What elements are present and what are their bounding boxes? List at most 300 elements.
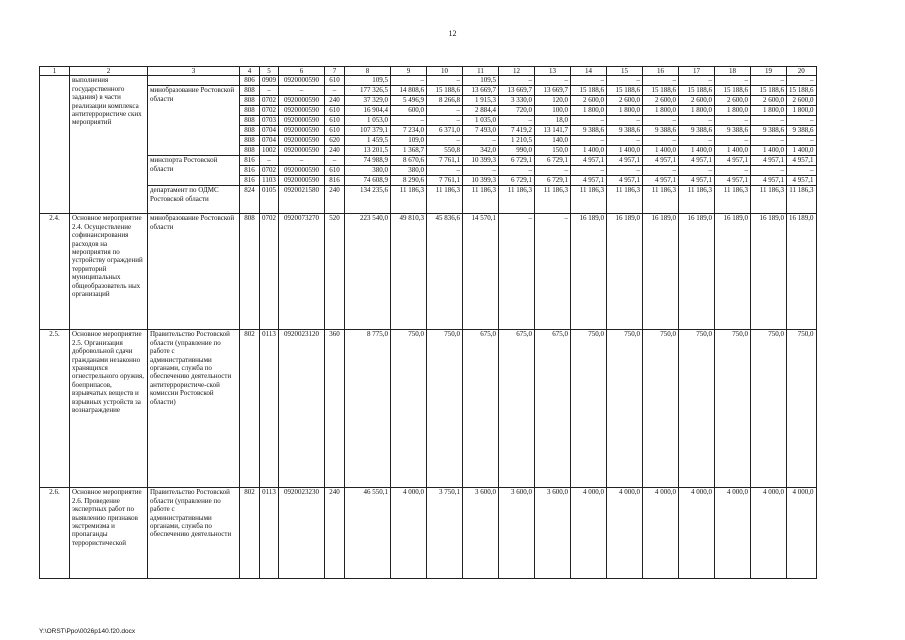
value-cell: – xyxy=(751,136,787,146)
value-cell: 11 186,3 xyxy=(787,186,817,214)
value-cell: 109,5 xyxy=(345,76,391,86)
value-cell: 9 388,6 xyxy=(643,126,679,136)
value-cell: 7 761,1 xyxy=(427,176,463,186)
value-cell: 240 xyxy=(325,96,345,106)
value-cell: 6 729,1 xyxy=(499,156,535,166)
value-cell: 0920000590 xyxy=(279,96,325,106)
value-cell: 9 388,6 xyxy=(607,126,643,136)
value-cell: 10 399,3 xyxy=(463,176,499,186)
value-cell: – xyxy=(643,76,679,86)
value-cell: – xyxy=(325,86,345,96)
value-cell: 11 186,3 xyxy=(751,186,787,214)
value-cell: – xyxy=(679,136,715,146)
value-cell: 7 234,0 xyxy=(391,126,427,136)
value-cell: 11 186,3 xyxy=(679,186,715,214)
value-cell: 0105 xyxy=(260,186,279,214)
value-cell: 7 419,2 xyxy=(499,126,535,136)
column-header: 17 xyxy=(679,67,715,76)
value-cell: 13 141,7 xyxy=(535,126,571,136)
value-cell: 16 189,0 xyxy=(787,214,817,330)
value-cell: – xyxy=(787,76,817,86)
value-cell: 2 600,0 xyxy=(679,96,715,106)
value-cell: 3 600,0 xyxy=(535,488,571,579)
value-cell: 11 186,3 xyxy=(715,186,751,214)
footer-path: Y:\ORST\Ppo\0026p140.f20.docx xyxy=(39,628,136,635)
value-cell: 4 957,1 xyxy=(571,176,607,186)
table-row xyxy=(40,330,817,488)
value-cell: 15 188,6 xyxy=(643,86,679,96)
value-cell: 4 957,1 xyxy=(751,176,787,186)
event-name: Основное мероприятие 2.4. Осуществление софинансирования расходов на мероприятия по устройству ограждений территорий муниципальных общеобразователь ных организаций xyxy=(70,214,148,330)
column-header: 14 xyxy=(571,67,607,76)
value-cell: 600,0 xyxy=(391,106,427,116)
value-cell: 13 669,7 xyxy=(463,86,499,96)
value-cell: 1 400,0 xyxy=(787,146,817,156)
column-header: 4 xyxy=(240,67,260,76)
value-cell: 380,0 xyxy=(345,166,391,176)
value-cell: – xyxy=(607,166,643,176)
value-cell: 4 000,0 xyxy=(715,488,751,579)
value-cell: 6 729,1 xyxy=(535,176,571,186)
value-cell: 0702 xyxy=(260,166,279,176)
page-number: 12 xyxy=(448,29,457,38)
value-cell: – xyxy=(427,106,463,116)
value-cell: 808 xyxy=(240,86,260,96)
value-cell: 1 800,0 xyxy=(715,106,751,116)
value-cell: 4 957,1 xyxy=(715,156,751,166)
value-cell: – xyxy=(571,76,607,86)
value-cell: 9 388,6 xyxy=(751,126,787,136)
executor-cell: минобразование Ростовской области xyxy=(148,214,240,330)
value-cell: 0920000590 xyxy=(279,126,325,136)
value-cell: 808 xyxy=(240,126,260,136)
value-cell: 4 957,1 xyxy=(607,156,643,166)
value-cell: 3 600,0 xyxy=(499,488,535,579)
value-cell: 802 xyxy=(240,330,260,488)
value-cell: 2 600,0 xyxy=(607,96,643,106)
value-cell: 4 957,1 xyxy=(571,156,607,166)
value-cell: 2 600,0 xyxy=(643,96,679,106)
value-cell: 0920023230 xyxy=(279,488,325,579)
value-cell: 4 000,0 xyxy=(643,488,679,579)
value-cell: 0920000590 xyxy=(279,166,325,176)
header-row xyxy=(40,67,817,76)
value-cell: 1 459,5 xyxy=(345,136,391,146)
value-cell: 4 000,0 xyxy=(391,488,427,579)
value-cell: 11 186,3 xyxy=(391,186,427,214)
value-cell: – xyxy=(535,166,571,176)
value-cell: 0702 xyxy=(260,214,279,330)
value-cell: – xyxy=(787,166,817,176)
value-cell: 3 330,0 xyxy=(499,96,535,106)
value-cell: 16 189,0 xyxy=(751,214,787,330)
value-cell: 11 186,3 xyxy=(643,186,679,214)
value-cell: – xyxy=(643,116,679,126)
value-cell: 342,0 xyxy=(463,146,499,156)
value-cell: 4 000,0 xyxy=(679,488,715,579)
value-cell: 9 388,6 xyxy=(679,126,715,136)
value-cell: – xyxy=(427,116,463,126)
value-cell: 0920021580 xyxy=(279,186,325,214)
value-cell: – xyxy=(787,136,817,146)
value-cell: 1 400,0 xyxy=(571,146,607,156)
value-cell: 240 xyxy=(325,186,345,214)
column-header: 18 xyxy=(715,67,751,76)
value-cell: – xyxy=(463,136,499,146)
value-cell: 240 xyxy=(325,146,345,156)
value-cell: – xyxy=(279,86,325,96)
column-header: 15 xyxy=(607,67,643,76)
value-cell: 134 235,6 xyxy=(345,186,391,214)
value-cell: – xyxy=(260,156,279,166)
value-cell: 2 600,0 xyxy=(571,96,607,106)
value-cell: – xyxy=(787,116,817,126)
value-cell: 1 800,0 xyxy=(607,106,643,116)
value-cell: 15 188,6 xyxy=(751,86,787,96)
executor-cell xyxy=(148,76,240,86)
value-cell: 550,8 xyxy=(427,146,463,156)
value-cell: 15 188,6 xyxy=(679,86,715,96)
value-cell: 1 800,0 xyxy=(751,106,787,116)
value-cell: – xyxy=(679,76,715,86)
table-row xyxy=(40,76,817,86)
event-name: выполнения государственного задания) в части реализации комплекса антитеррористиче ских мероприятий xyxy=(70,76,148,214)
value-cell: 750,0 xyxy=(751,330,787,488)
value-cell: – xyxy=(499,214,535,330)
value-cell: 2 884,4 xyxy=(463,106,499,116)
value-cell: 1 800,0 xyxy=(571,106,607,116)
value-cell: 808 xyxy=(240,136,260,146)
column-header: 5 xyxy=(260,67,279,76)
value-cell: 0920000590 xyxy=(279,116,325,126)
value-cell: 1002 xyxy=(260,146,279,156)
executor-cell: Правительство Ростовской области (управление по работе с административными органами, служба по обеспечению деятельности xyxy=(148,488,240,579)
value-cell: 16 189,0 xyxy=(715,214,751,330)
value-cell: 1 400,0 xyxy=(607,146,643,156)
value-cell: – xyxy=(751,116,787,126)
column-header: 11 xyxy=(463,67,499,76)
value-cell: 808 xyxy=(240,96,260,106)
value-cell: 4 957,1 xyxy=(787,156,817,166)
value-cell: 109,0 xyxy=(391,136,427,146)
value-cell: 8 266,8 xyxy=(427,96,463,106)
value-cell: – xyxy=(427,136,463,146)
value-cell: 2 600,0 xyxy=(751,96,787,106)
value-cell: 816 xyxy=(240,156,260,166)
value-cell: – xyxy=(260,86,279,96)
value-cell: 816 xyxy=(325,176,345,186)
value-cell: 16 189,0 xyxy=(607,214,643,330)
value-cell: 1 053,0 xyxy=(345,116,391,126)
value-cell: 380,0 xyxy=(391,166,427,176)
value-cell: 520 xyxy=(325,214,345,330)
value-cell: – xyxy=(499,116,535,126)
value-cell: 8 290,6 xyxy=(391,176,427,186)
value-cell: 11 186,3 xyxy=(463,186,499,214)
table-row xyxy=(40,186,817,214)
event-name: Основное мероприятие 2.6. Проведение экспертных работ по выявлению признаков экстремизма и пропаганды террористической xyxy=(70,488,148,579)
column-header: 19 xyxy=(751,67,787,76)
column-header: 20 xyxy=(787,67,817,76)
value-cell: – xyxy=(607,116,643,126)
value-cell: 4 957,1 xyxy=(715,176,751,186)
value-cell: 15 188,6 xyxy=(787,86,817,96)
value-cell: 223 540,0 xyxy=(345,214,391,330)
column-header: 8 xyxy=(345,67,391,76)
value-cell: 100,0 xyxy=(535,106,571,116)
value-cell: – xyxy=(325,156,345,166)
value-cell: 6 371,0 xyxy=(427,126,463,136)
value-cell: 18,0 xyxy=(535,116,571,126)
value-cell: 11 186,3 xyxy=(535,186,571,214)
executor-cell: Правительство Ростовской области (управление по работе с административными органами, служба по обеспечению деятельности антитеррористиче-ской комиссии Ростовской области) xyxy=(148,330,240,488)
value-cell: 14 808,6 xyxy=(391,86,427,96)
value-cell: 3 600,0 xyxy=(463,488,499,579)
value-cell: 4 957,1 xyxy=(643,176,679,186)
value-cell: 675,0 xyxy=(499,330,535,488)
value-cell: 240 xyxy=(325,488,345,579)
value-cell: – xyxy=(463,166,499,176)
value-cell: 0920000590 xyxy=(279,76,325,86)
value-cell: 49 810,3 xyxy=(391,214,427,330)
column-header: 16 xyxy=(643,67,679,76)
value-cell: – xyxy=(715,116,751,126)
value-cell: – xyxy=(643,136,679,146)
value-cell: – xyxy=(679,116,715,126)
row-number xyxy=(40,76,70,214)
value-cell: 750,0 xyxy=(571,330,607,488)
value-cell: 1 400,0 xyxy=(643,146,679,156)
value-cell: 2 600,0 xyxy=(715,96,751,106)
value-cell: 1 368,7 xyxy=(391,146,427,156)
value-cell: 11 186,3 xyxy=(427,186,463,214)
value-cell: – xyxy=(427,166,463,176)
value-cell: 14 570,1 xyxy=(463,214,499,330)
value-cell: 9 388,6 xyxy=(571,126,607,136)
value-cell: – xyxy=(535,214,571,330)
value-cell: 4 957,1 xyxy=(787,176,817,186)
value-cell: 0920000590 xyxy=(279,176,325,186)
value-cell: 177 326,5 xyxy=(345,86,391,96)
value-cell: – xyxy=(643,166,679,176)
value-cell: 9 388,6 xyxy=(715,126,751,136)
value-cell: 74 608,9 xyxy=(345,176,391,186)
value-cell: 3 750,1 xyxy=(427,488,463,579)
value-cell: 4 000,0 xyxy=(787,488,817,579)
value-cell: 990,0 xyxy=(499,146,535,156)
value-cell: 1 210,5 xyxy=(499,136,535,146)
value-cell: 4 957,1 xyxy=(643,156,679,166)
value-cell: 808 xyxy=(240,146,260,156)
value-cell: 1 800,0 xyxy=(787,106,817,116)
row-number: 2.6. xyxy=(40,488,70,579)
value-cell: – xyxy=(535,76,571,86)
value-cell: 816 xyxy=(240,166,260,176)
value-cell: 610 xyxy=(325,116,345,126)
value-cell: 1 400,0 xyxy=(751,146,787,156)
value-cell: 610 xyxy=(325,166,345,176)
value-cell: 802 xyxy=(240,488,260,579)
value-cell: 140,0 xyxy=(535,136,571,146)
value-cell: – xyxy=(571,136,607,146)
value-cell: – xyxy=(679,166,715,176)
value-cell: 0704 xyxy=(260,126,279,136)
value-cell: 0920073270 xyxy=(279,214,325,330)
value-cell: 15 188,6 xyxy=(571,86,607,96)
column-header: 7 xyxy=(325,67,345,76)
value-cell: 11 186,3 xyxy=(607,186,643,214)
value-cell: 4 957,1 xyxy=(607,176,643,186)
value-cell: 4 000,0 xyxy=(607,488,643,579)
value-cell: 360 xyxy=(325,330,345,488)
value-cell: – xyxy=(607,76,643,86)
value-cell: 610 xyxy=(325,126,345,136)
value-cell: 16 904,4 xyxy=(345,106,391,116)
column-header: 3 xyxy=(148,67,240,76)
value-cell: – xyxy=(571,116,607,126)
value-cell: 1 035,0 xyxy=(463,116,499,126)
value-cell: – xyxy=(391,116,427,126)
table-row xyxy=(40,86,817,96)
executor-cell: департамент по ОДМС Ростовской области xyxy=(148,186,240,214)
value-cell: 0920000590 xyxy=(279,136,325,146)
value-cell: 4 957,1 xyxy=(751,156,787,166)
value-cell: 13 669,7 xyxy=(499,86,535,96)
value-cell: 816 xyxy=(240,176,260,186)
value-cell: 750,0 xyxy=(787,330,817,488)
value-cell: 750,0 xyxy=(607,330,643,488)
value-cell: 150,0 xyxy=(535,146,571,156)
value-cell: 8 670,6 xyxy=(391,156,427,166)
value-cell: 16 189,0 xyxy=(571,214,607,330)
value-cell: 750,0 xyxy=(391,330,427,488)
value-cell: 824 xyxy=(240,186,260,214)
value-cell: 45 836,6 xyxy=(427,214,463,330)
value-cell: – xyxy=(715,136,751,146)
executor-cell: минспорта Ростовской области xyxy=(148,156,240,186)
value-cell: 720,0 xyxy=(499,106,535,116)
value-cell: 15 188,6 xyxy=(607,86,643,96)
value-cell: – xyxy=(391,76,427,86)
value-cell: 6 729,1 xyxy=(535,156,571,166)
value-cell: 0704 xyxy=(260,136,279,146)
value-cell: – xyxy=(571,166,607,176)
table-row xyxy=(40,214,817,330)
value-cell: 4 000,0 xyxy=(571,488,607,579)
value-cell: 610 xyxy=(325,106,345,116)
value-cell: 675,0 xyxy=(463,330,499,488)
value-cell: 16 189,0 xyxy=(679,214,715,330)
value-cell: 4 957,1 xyxy=(679,176,715,186)
budget-table xyxy=(39,66,817,579)
value-cell: 750,0 xyxy=(679,330,715,488)
value-cell: 620 xyxy=(325,136,345,146)
value-cell: 750,0 xyxy=(427,330,463,488)
value-cell: 1 915,3 xyxy=(463,96,499,106)
value-cell: – xyxy=(279,156,325,166)
value-cell: 109,5 xyxy=(463,76,499,86)
value-cell: 11 186,3 xyxy=(571,186,607,214)
value-cell: 5 496,9 xyxy=(391,96,427,106)
value-cell: 15 188,6 xyxy=(715,86,751,96)
value-cell: 0702 xyxy=(260,106,279,116)
value-cell: – xyxy=(607,136,643,146)
event-name: Основное мероприятие 2.5. Организация добровольной сдачи гражданами незаконно хранящихся огнестрельного оружия, боеприпасов, взрывчатых веществ и взрывных устройств за вознаграждение xyxy=(70,330,148,488)
value-cell: 16 189,0 xyxy=(643,214,679,330)
column-header: 2 xyxy=(70,67,148,76)
value-cell: 46 550,1 xyxy=(345,488,391,579)
value-cell: – xyxy=(715,166,751,176)
table-row xyxy=(40,156,817,166)
value-cell: 675,0 xyxy=(535,330,571,488)
value-cell: 806 xyxy=(240,76,260,86)
value-cell: 808 xyxy=(240,106,260,116)
value-cell: 13 669,7 xyxy=(535,86,571,96)
value-cell: 1 400,0 xyxy=(679,146,715,156)
value-cell: 9 388,6 xyxy=(787,126,817,136)
value-cell: 808 xyxy=(240,116,260,126)
value-cell: 1 800,0 xyxy=(643,106,679,116)
row-number: 2.4. xyxy=(40,214,70,330)
value-cell: – xyxy=(499,76,535,86)
value-cell: – xyxy=(427,76,463,86)
value-cell: 750,0 xyxy=(715,330,751,488)
value-cell: 0920000590 xyxy=(279,146,325,156)
row-number: 2.5. xyxy=(40,330,70,488)
column-header: 10 xyxy=(427,67,463,76)
value-cell: 1103 xyxy=(260,176,279,186)
column-header: 13 xyxy=(535,67,571,76)
value-cell: 7 761,1 xyxy=(427,156,463,166)
value-cell: 0920023120 xyxy=(279,330,325,488)
value-cell: – xyxy=(499,166,535,176)
value-cell: 0702 xyxy=(260,96,279,106)
value-cell: 4 957,1 xyxy=(679,156,715,166)
executor-cell: минобразование Ростовской области xyxy=(148,86,240,156)
value-cell: 2 600,0 xyxy=(787,96,817,106)
value-cell: 1 400,0 xyxy=(715,146,751,156)
value-cell: 1 800,0 xyxy=(679,106,715,116)
value-cell: 11 186,3 xyxy=(499,186,535,214)
value-cell: 10 399,3 xyxy=(463,156,499,166)
column-header: 6 xyxy=(279,67,325,76)
value-cell: – xyxy=(751,166,787,176)
value-cell: 107 379,1 xyxy=(345,126,391,136)
value-cell: 13 201,5 xyxy=(345,146,391,156)
value-cell: 4 000,0 xyxy=(751,488,787,579)
table-row xyxy=(40,488,817,579)
value-cell: 8 775,0 xyxy=(345,330,391,488)
value-cell: 0113 xyxy=(260,488,279,579)
value-cell: 610 xyxy=(325,76,345,86)
value-cell: 37 329,0 xyxy=(345,96,391,106)
column-header: 1 xyxy=(40,67,70,76)
value-cell: 0920000590 xyxy=(279,106,325,116)
value-cell: – xyxy=(751,76,787,86)
value-cell: 6 729,1 xyxy=(499,176,535,186)
value-cell: 15 188,6 xyxy=(427,86,463,96)
value-cell: 0909 xyxy=(260,76,279,86)
value-cell: 74 988,9 xyxy=(345,156,391,166)
value-cell: 750,0 xyxy=(643,330,679,488)
value-cell: – xyxy=(715,76,751,86)
column-header: 9 xyxy=(391,67,427,76)
column-header: 12 xyxy=(499,67,535,76)
value-cell: 0703 xyxy=(260,116,279,126)
value-cell: 808 xyxy=(240,214,260,330)
value-cell: 0113 xyxy=(260,330,279,488)
value-cell: 120,0 xyxy=(535,96,571,106)
